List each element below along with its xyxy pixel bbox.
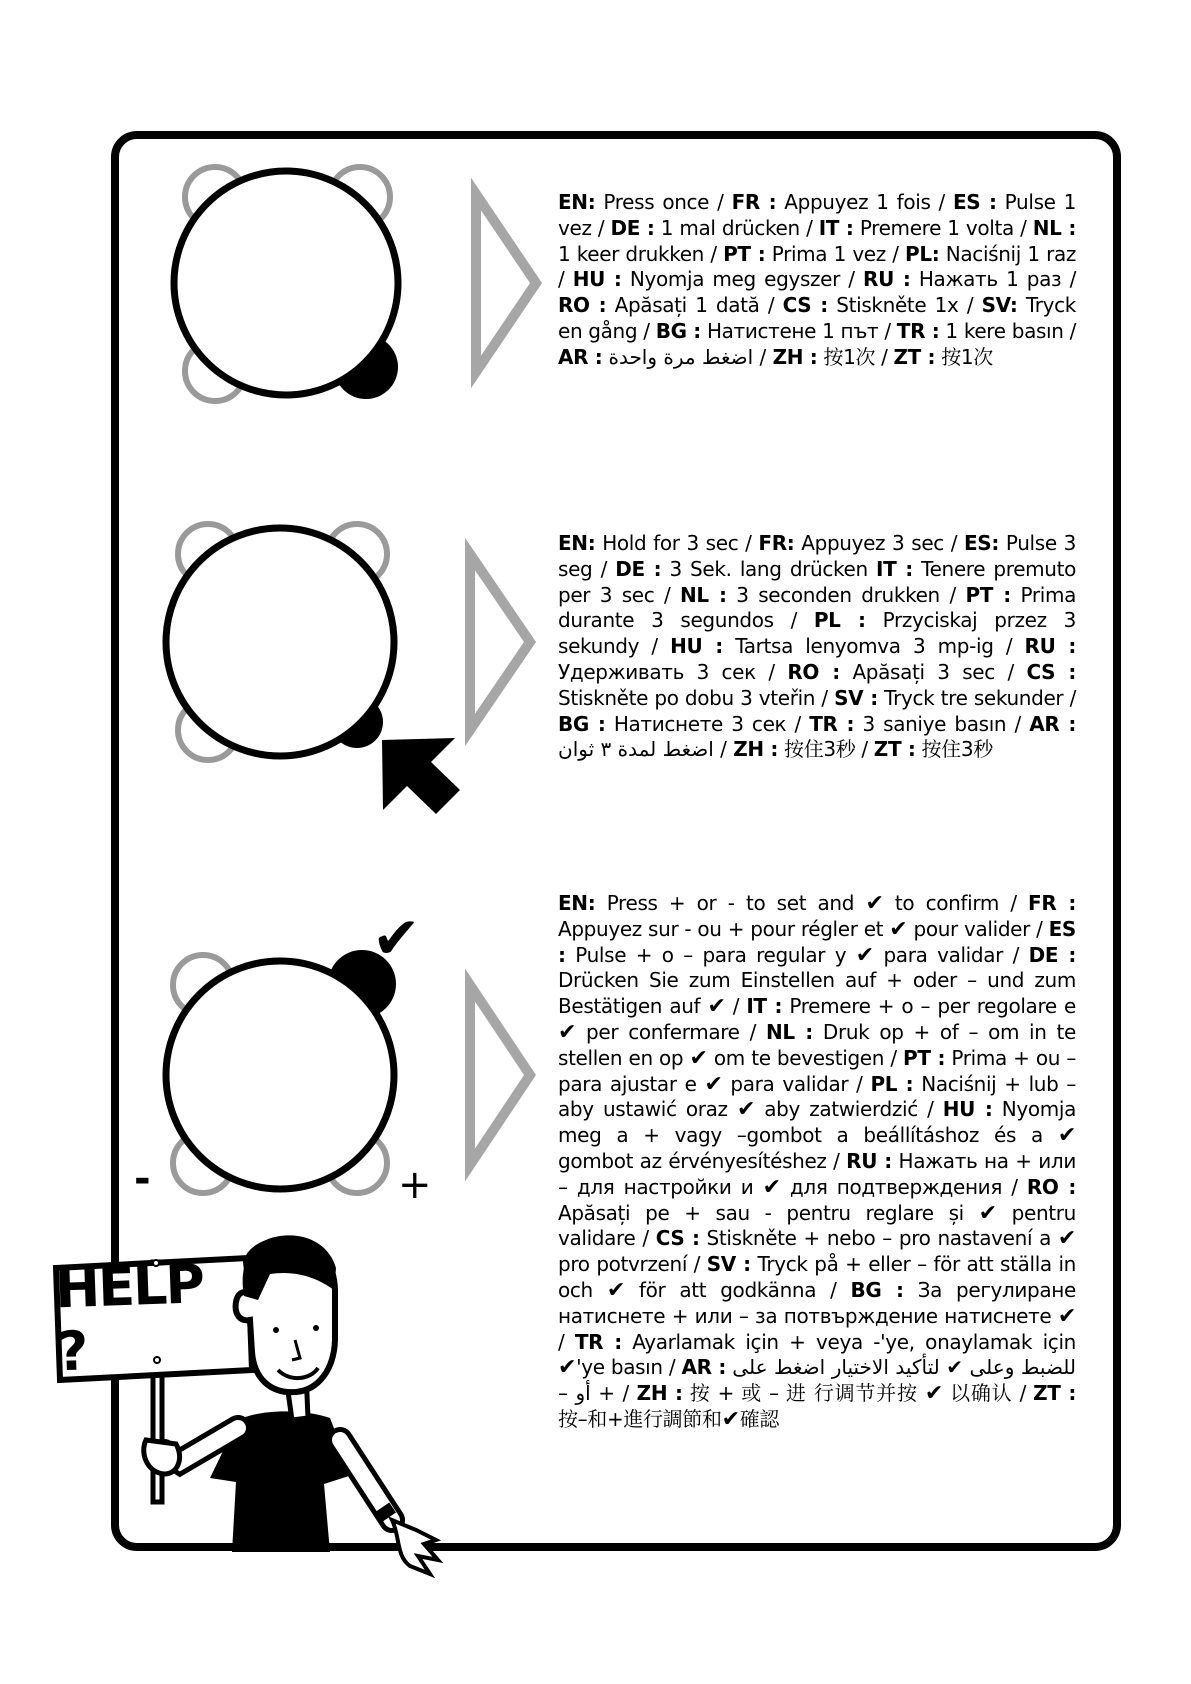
check-icon: ✔ bbox=[372, 904, 421, 972]
language-code: TR : bbox=[896, 318, 940, 343]
language-code: DE : bbox=[615, 556, 662, 581]
language-code: SV: bbox=[981, 293, 1018, 318]
instruction-text: Tryck tre sekunder / bbox=[877, 685, 1076, 710]
instruction-text: Appuyez 1 fois / bbox=[776, 190, 953, 214]
language-code: EN: bbox=[558, 531, 596, 555]
instruction-text: Tartsa lenyomva 3 mp-ig / bbox=[722, 634, 1025, 659]
instruction-text: pour valider / bbox=[907, 916, 1049, 941]
instruction-text: / bbox=[713, 737, 734, 762]
language-code: ES: bbox=[964, 531, 1000, 555]
device-hold bbox=[166, 524, 460, 814]
instruction-text: Tenere premuto per 3 sec / bbox=[558, 556, 1076, 607]
device-body bbox=[166, 961, 394, 1189]
instruction-text: Press + or - to set and bbox=[595, 891, 866, 915]
instruction-text: Drücken Sie zum Einstellen auf + oder – und zum Bestätigen auf bbox=[558, 968, 1076, 1019]
language-code: PL : bbox=[870, 1071, 914, 1096]
check-icon: ✔ bbox=[978, 1200, 997, 1226]
plus-label: + bbox=[398, 1162, 432, 1208]
instruction-text: Prima + ou – para ajustar e bbox=[558, 1045, 1076, 1096]
language-code: EN: bbox=[558, 190, 596, 214]
instruction-text: för att godkänna / bbox=[624, 1277, 851, 1302]
language-code: RU : bbox=[1024, 634, 1077, 659]
instruction-text: Натиснете 3 сек / bbox=[605, 711, 810, 736]
check-icon: ✔ bbox=[865, 891, 884, 916]
language-code: ZH : bbox=[636, 1381, 683, 1406]
instruction-text: 'ye basın / bbox=[576, 1355, 682, 1380]
instruction-text: Naciśnij + lub – aby ustawić oraz bbox=[558, 1071, 1076, 1122]
check-icon: ✔ bbox=[707, 994, 726, 1020]
minus-label: - bbox=[134, 1156, 151, 1202]
instruction-text: Ayarlamak için + veya -'ye, onaylamak için bbox=[621, 1329, 1076, 1354]
instruction-text: Stiskněte po dobu 3 vteřin / bbox=[558, 685, 835, 710]
language-code: PL : bbox=[813, 608, 866, 633]
instruction-text: За регулиране натиснете + или – за потвърждение натиснете bbox=[558, 1277, 1076, 1328]
check-icon: ✔ bbox=[1057, 1226, 1076, 1252]
instruction-text: pentru validare / bbox=[558, 1200, 1076, 1251]
check-icon: ✔ bbox=[721, 1406, 740, 1432]
language-code: FR : bbox=[731, 190, 777, 214]
language-code: CS : bbox=[782, 293, 828, 318]
instruction-text: Stiskněte 1x / bbox=[827, 293, 982, 318]
language-code: PT : bbox=[965, 582, 1011, 607]
instruction-text: Pulse 3 seg / bbox=[558, 531, 1076, 581]
instruction-text: 3 seconden drukken / bbox=[726, 582, 966, 607]
language-code: ES : bbox=[558, 916, 1076, 967]
instruction-text: 按住3秒 / bbox=[778, 737, 874, 762]
language-code: IT : bbox=[876, 556, 913, 581]
language-code: PL: bbox=[905, 241, 940, 266]
instruction-text: Appuyez sur - ou + pour régler et bbox=[558, 916, 890, 941]
instruction-text: to confirm / bbox=[883, 891, 1029, 915]
language-code: AR : bbox=[558, 344, 603, 369]
instruction-text: para validar / bbox=[873, 942, 1029, 967]
language-code: SV : bbox=[834, 685, 878, 710]
device-set-confirm bbox=[134, 904, 432, 1208]
instruction-text: / bbox=[725, 994, 747, 1019]
language-code: SV : bbox=[706, 1252, 751, 1277]
language-code: TR : bbox=[574, 1329, 622, 1354]
language-code: BG : bbox=[558, 711, 606, 736]
language-code: PT : bbox=[903, 1045, 946, 1070]
instruction-text: 1 keer drukken / bbox=[558, 241, 724, 266]
arrow-right-icon bbox=[470, 554, 530, 730]
device-body bbox=[174, 171, 398, 395]
language-code: ZT : bbox=[893, 344, 936, 369]
instruction-text: aby zatwierdzić / bbox=[755, 1097, 943, 1122]
instruction-text: om te bevestigen / bbox=[707, 1045, 904, 1070]
language-code: ZT : bbox=[873, 737, 916, 762]
instruction-text: 按1次 bbox=[935, 344, 993, 369]
instruction-text: Druk op + of – om in te stellen en op bbox=[558, 1019, 1076, 1070]
language-code: BG : bbox=[850, 1277, 904, 1302]
language-code: RO : bbox=[787, 659, 840, 684]
language-code: TR : bbox=[809, 711, 855, 736]
language-code: RU : bbox=[846, 1148, 892, 1173]
instruction-text: Hold for 3 sec / bbox=[595, 531, 759, 555]
language-code: AR : bbox=[1029, 711, 1076, 736]
language-code: ES : bbox=[952, 190, 997, 214]
instruction-text: 按–和+進行調節和 bbox=[558, 1406, 722, 1431]
instruction-text: / bbox=[753, 344, 773, 369]
arrow-right-icon bbox=[470, 985, 530, 1165]
language-code: IT : bbox=[818, 215, 854, 240]
check-icon: ✔ bbox=[855, 942, 874, 968]
language-code: IT : bbox=[746, 994, 783, 1019]
language-code: EN: bbox=[558, 891, 596, 915]
instruction-text: Натистене 1 път / bbox=[700, 318, 897, 343]
language-code: CS : bbox=[1026, 659, 1077, 684]
language-code: HU : bbox=[572, 267, 622, 292]
instruction-text: pro potvrzení / bbox=[558, 1252, 707, 1277]
instruction-text: para validar / bbox=[722, 1071, 871, 1096]
instruction-text: Apăsați pe + sau - pentru reglare și bbox=[558, 1200, 979, 1225]
instruction-text: Apăsați 3 sec / bbox=[839, 659, 1027, 684]
press-arrow-icon bbox=[382, 738, 460, 814]
language-code: NL : bbox=[765, 1019, 813, 1044]
instruction-text: Prima durante 3 segundos / bbox=[558, 582, 1076, 633]
check-icon: ✔ bbox=[704, 1071, 723, 1097]
check-icon: ✔ bbox=[689, 1045, 708, 1071]
check-icon: ✔ bbox=[924, 1381, 943, 1407]
instruction-text: Premere 1 volta / bbox=[853, 215, 1033, 240]
instruction-text: 按住3秒 bbox=[915, 737, 993, 762]
language-code: CS : bbox=[655, 1226, 700, 1251]
instruction-text: для подтверждения / bbox=[780, 1174, 1027, 1199]
instruction-hold-3-sec bbox=[558, 531, 1076, 763]
language-code: ZH : bbox=[733, 737, 779, 762]
language-code: BG : bbox=[655, 318, 701, 343]
instruction-text: / bbox=[614, 1381, 637, 1406]
check-icon: ✔ bbox=[558, 1019, 577, 1045]
device-press-once bbox=[174, 167, 398, 401]
instruction-text: Press once / bbox=[595, 190, 732, 214]
instruction-text: per confermare / bbox=[576, 1019, 766, 1044]
instruction-text: Нажать 1 раз / bbox=[910, 267, 1076, 292]
arabic-text: اضغط لمدة ٣ ثوان bbox=[558, 737, 714, 762]
instruction-text: / bbox=[558, 1329, 575, 1354]
language-code: AR : bbox=[681, 1355, 727, 1380]
device-body bbox=[166, 528, 394, 756]
arabic-text: للضبط وعلى ✔ لتأكيد الاختيار اضغط على + أو – bbox=[558, 1355, 1076, 1406]
instruction-text: Nyomja meg a + vagy –gombot a beállításhoz és a bbox=[558, 1097, 1076, 1148]
language-code: RO : bbox=[558, 293, 607, 318]
instruction-text: Prima 1 vez / bbox=[765, 241, 906, 266]
instruction-text: Pulse 1 vez / bbox=[558, 190, 1076, 240]
instruction-text: gombot az érvényesítéshez / bbox=[558, 1148, 847, 1173]
instruction-text: Apăsați 1 dată / bbox=[606, 293, 783, 318]
instruction-text: Nyomja meg egyszer / bbox=[621, 267, 864, 292]
arrow-right-icon bbox=[476, 194, 536, 372]
language-code: HU : bbox=[670, 634, 723, 659]
instruction-text: Tryck en gång / bbox=[558, 293, 1077, 343]
language-code: ZT : bbox=[1033, 1381, 1076, 1406]
language-code: DE : bbox=[1028, 942, 1076, 967]
check-icon: ✔ bbox=[762, 1174, 781, 1200]
instruction-text: Premere + o – per regolare e bbox=[782, 994, 1077, 1019]
instruction-text: Naciśnij 1 raz / bbox=[558, 241, 1076, 292]
instruction-text: Przyciskaj przez 3 sekundy / bbox=[558, 608, 1076, 659]
language-code: ZH : bbox=[772, 344, 818, 369]
instruction-text: Нажать на + или – для настройки и bbox=[558, 1148, 1076, 1199]
help-sign-label: HELP ? bbox=[53, 1252, 205, 1384]
language-code: DE : bbox=[610, 215, 655, 240]
instruction-text: Pulse + o – para regular y bbox=[565, 942, 856, 967]
language-code: FR : bbox=[1028, 891, 1076, 915]
instruction-press-once bbox=[558, 190, 1076, 371]
language-code: FR: bbox=[758, 531, 795, 555]
instruction-text: 1 mal drücken / bbox=[654, 215, 819, 240]
instruction-text: 以确认 / bbox=[942, 1381, 1034, 1406]
language-code: RU : bbox=[863, 267, 911, 292]
instruction-text: 確認 bbox=[739, 1406, 780, 1431]
instruction-text: Удерживать 3 сек / bbox=[558, 659, 788, 684]
instruction-text: 3 saniye basın / bbox=[854, 711, 1030, 736]
check-icon: ✔ bbox=[889, 916, 908, 942]
language-code: PT : bbox=[723, 241, 766, 266]
instruction-text: 按1次 / bbox=[817, 344, 894, 369]
language-code: NL : bbox=[1032, 215, 1076, 240]
language-code: HU : bbox=[942, 1097, 993, 1122]
check-icon: ✔ bbox=[1057, 1303, 1076, 1329]
check-icon: ✔ bbox=[736, 1097, 756, 1123]
instruction-text: 按 + 或 – 进 行调节并按 bbox=[682, 1381, 925, 1406]
instruction-text: 3 Sek. lang drücken bbox=[661, 556, 877, 581]
check-icon: ✔ bbox=[1057, 1123, 1076, 1149]
instruction-set-confirm bbox=[558, 891, 1076, 1433]
instruction-text: Tryck på + eller – för att ställa in och bbox=[558, 1252, 1076, 1302]
language-code: NL : bbox=[680, 582, 727, 607]
arabic-text: اضغط مرة واحدة bbox=[608, 344, 754, 369]
check-icon: ✔ bbox=[558, 1355, 577, 1381]
check-icon: ✔ bbox=[606, 1277, 625, 1303]
instruction-text: Appuyez 3 sec / bbox=[794, 531, 964, 555]
language-code: RO : bbox=[1026, 1174, 1076, 1199]
instruction-text: 1 kere basın / bbox=[939, 318, 1076, 343]
left-hand bbox=[144, 1440, 180, 1474]
right-hand bbox=[392, 1520, 438, 1574]
instruction-text: Stiskněte + nebo – pro nastavení a bbox=[699, 1226, 1058, 1251]
